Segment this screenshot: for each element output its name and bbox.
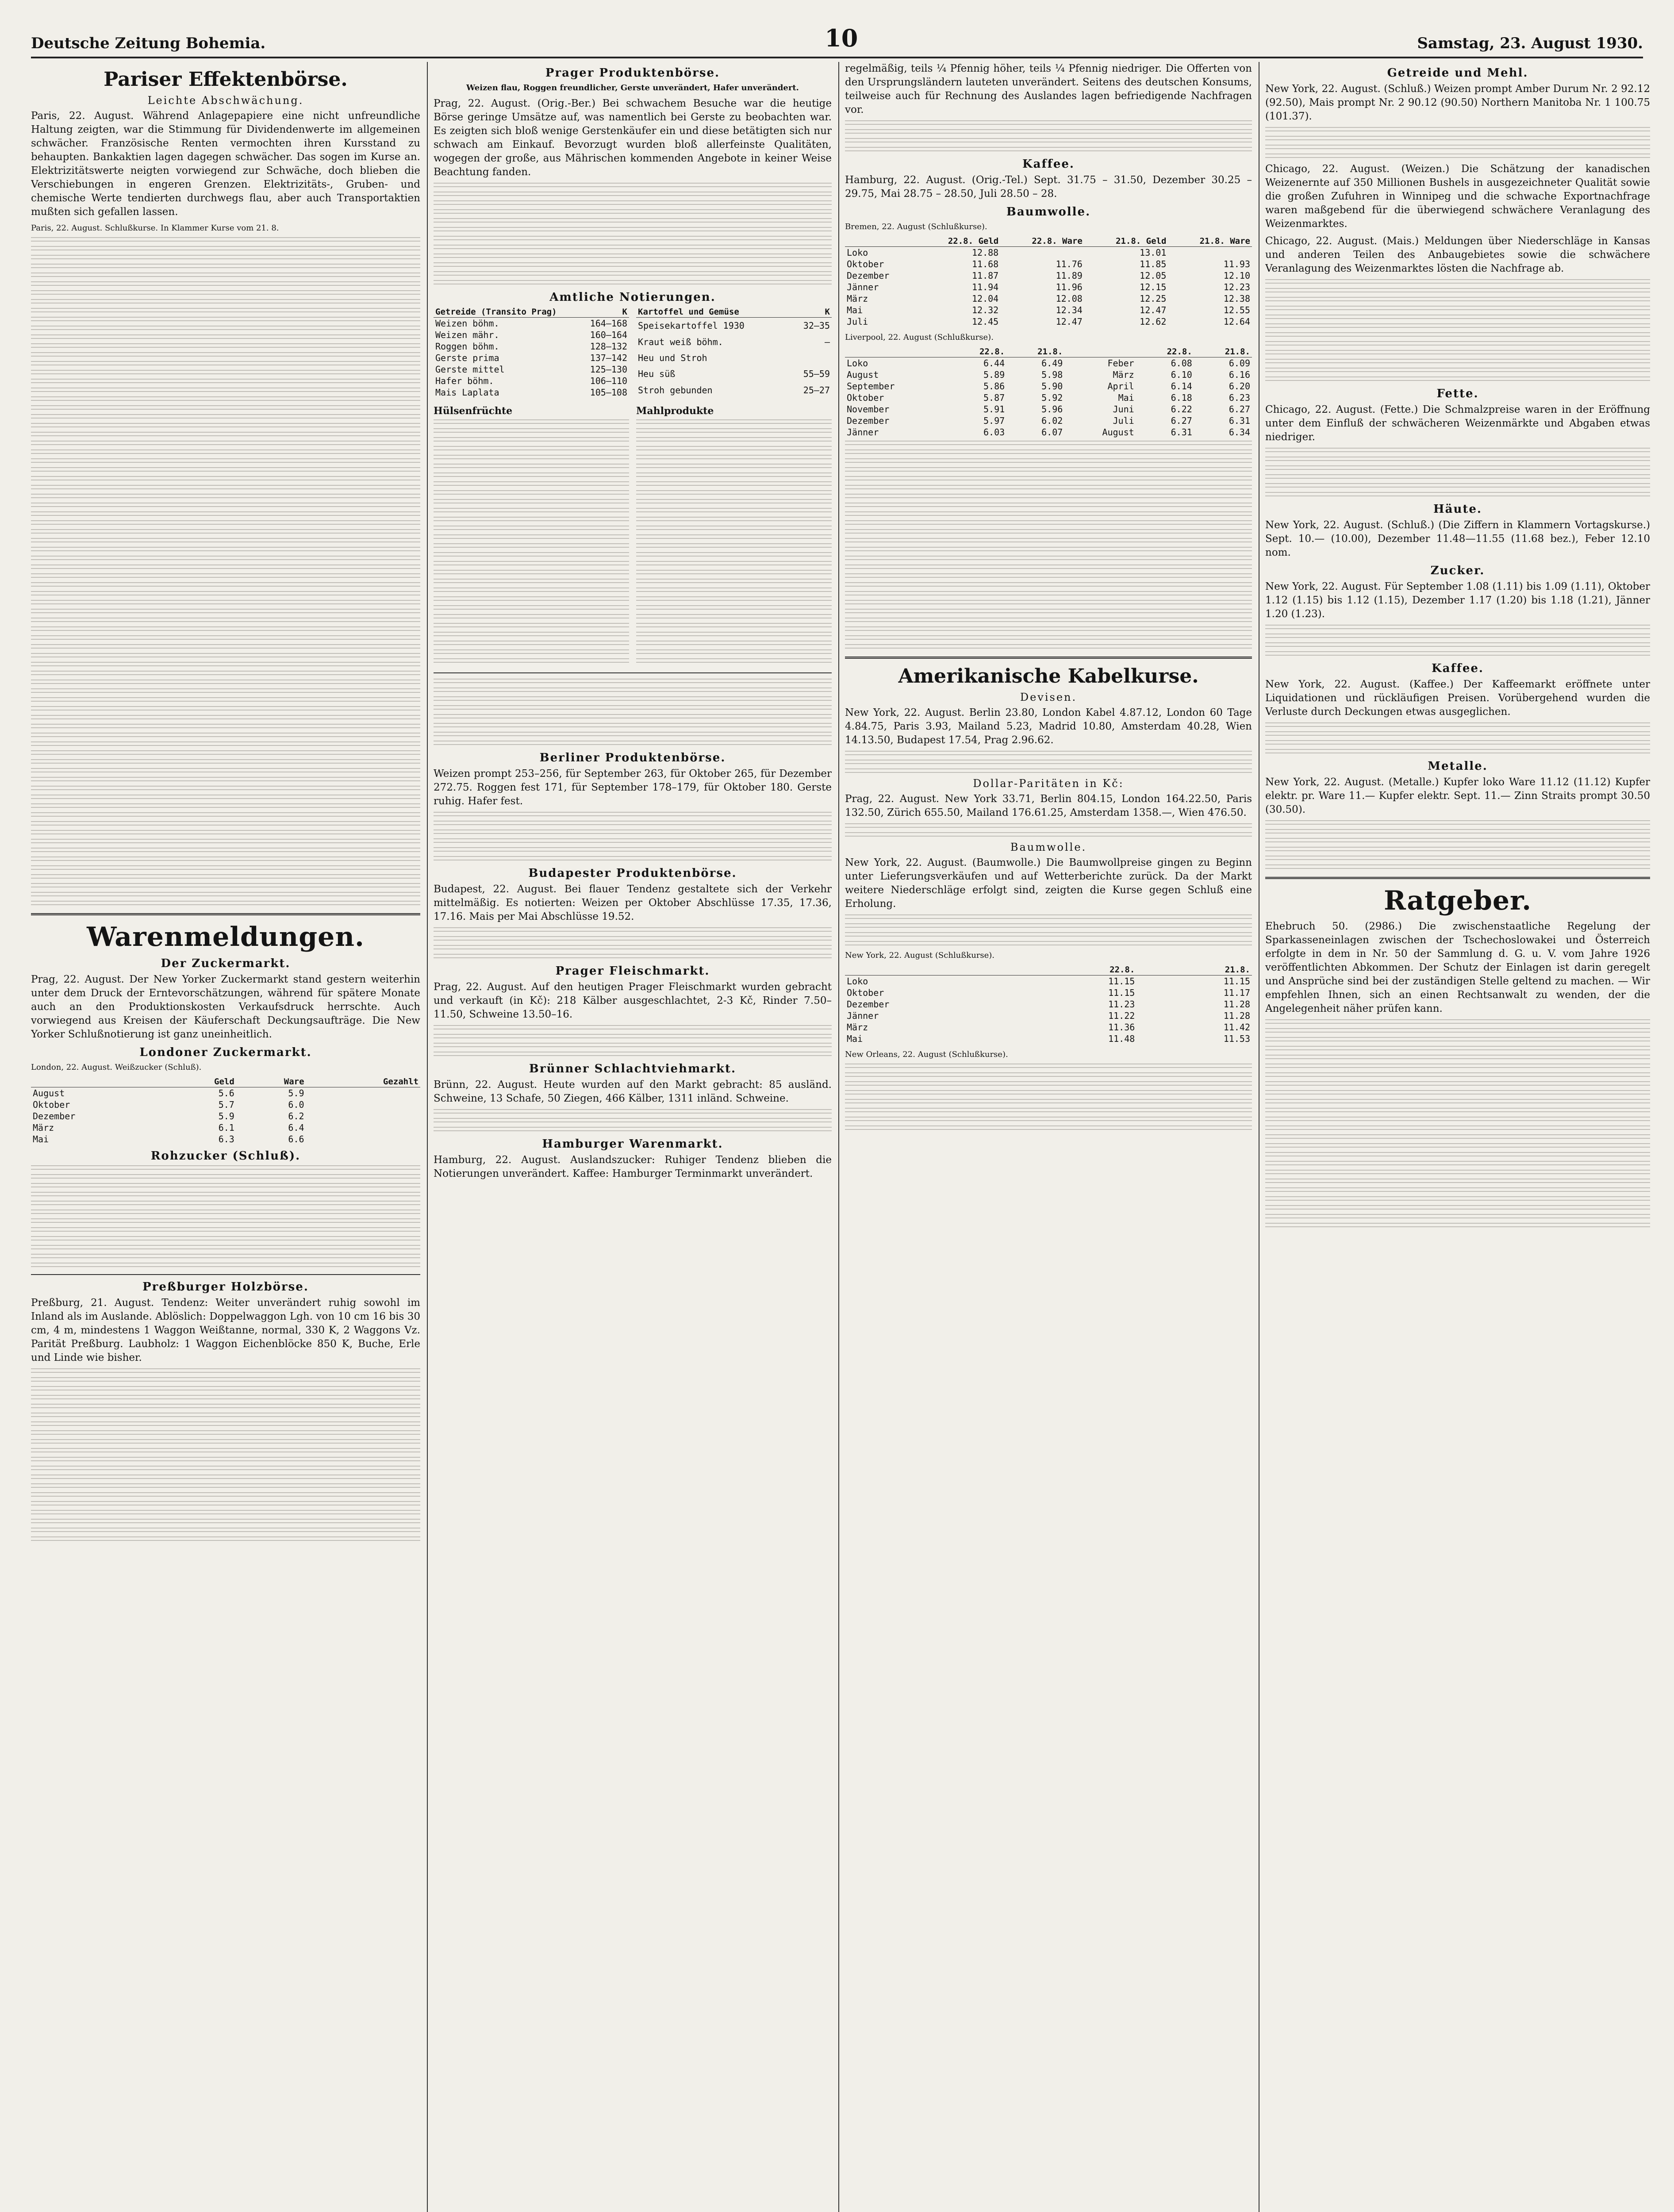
- waren-title: Warenmeldungen.: [87, 922, 365, 952]
- column-1: [31, 62, 420, 2212]
- zucker-body: Prag, 22. August. Der New Yorker Zuckermarkt stand gestern weiterhin unter dem Druck der Erntevorschätzungen, während für spätere Monate auch an den Produktionskosten Verkaufsdruck herrschte. Auch vorwiegend aus Kreisen der Käuferschaft Deckungsaufträge. Die New Yorker Schlußnotierung ist ganz uneinheitlich.: [31, 974, 420, 1040]
- paris-title: Pariser Effektenbörse.: [104, 68, 348, 91]
- berliner-title: Berliner Produktenbörse.: [539, 751, 726, 764]
- baumwolle-title: Baumwolle.: [1006, 205, 1091, 219]
- bw-title: Baumwolle.: [1010, 841, 1087, 853]
- zucker-title: Der Zuckermarkt.: [161, 957, 291, 970]
- london-title: Londoner Zuckermarkt.: [139, 1046, 312, 1059]
- table-row: Jänner 11.94 11.96 12.15 12.23: [847, 282, 1250, 292]
- table-row: September 5.86 5.90 April 6.14 6.20: [847, 381, 1250, 392]
- ratgeber-body: Ehebruch 50. (2986.) Die zwischenstaatliche Regelung der Sparkasseneinlagen zwischen der Tschechoslowakei und Österreich erfolgte in dem in Nr. 50 der Sammlung d. G. u. V. vom Jahre 1926 veröffentlichten Abkommen. Der Schutz der Einlagen ist darin geregelt und Ansprüche sind bei der zuständigen Stelle geltend zu machen. — Wir empfehlen Ihnen, sich an einen Rechtsanwalt zu wenden, der die Angelegenheit näher prüfen kann.: [1265, 921, 1650, 1014]
- paris-body: Paris, 22. August. Während Anlagepapiere eine nicht unfreundliche Haltung zeigten, war die Stimmung für Dividendenwerte im allgemeinen schwächer. Französische Renten vermochten ihren Kursstand zu behaupten. Bankaktien lagen dagegen schwächer. Das sogen im Kurse an. Elektrizitätswerte neigten vorwiegend zur Schwäche, doch blieben die Verschiebungen in engeren Grenzen. Elektrizitäts-, Gruben- und chemische Werte tendierten durchwegs flau, aber auch Transportaktien mußten sich gefallen lassen.: [31, 110, 420, 218]
- paris-quotes-block: [31, 237, 420, 907]
- muehlen-title: Mahlprodukte: [636, 405, 714, 417]
- table-row: Gerste prima 137–142: [435, 353, 627, 363]
- budapest-body: Budapest, 22. August. Bei flauer Tendenz gestaltete sich der Verkehr mittelmäßig. Es notierten: Weizen per Oktober Abschlüsse 17.35, 17.36, 17.16. Mais per Mai Abschlüsse 19.52.: [434, 883, 832, 922]
- table-row: Stroh gebunden 25–27: [638, 384, 830, 396]
- table-row: August 5.6 5.9: [33, 1088, 304, 1098]
- haeute-title: Häute.: [1433, 503, 1482, 516]
- ny-table: 22.8. 21.8. Loko 11.15 11.15 Oktober 11.15 11.17 Dezember 11.23 11.28 Jänner 11.22 11.28 März 11.36 11.42 Mai 11.48 11.53: [845, 964, 1252, 1045]
- fleisch-body: Prag, 22. August. Auf den heutigen Prager Fleischmarkt wurden gebracht und verkauft (in Kč): 218 Kälber ausgeschlachtet, 2-3 Kč, Rinder 7.50–11.50, Schweine 13.50–16.: [434, 981, 832, 1020]
- table-row: Kraut weiß böhm. —: [638, 336, 830, 347]
- column-rule: [427, 62, 428, 2212]
- huelsen-title: Hülsenfrüchte: [434, 405, 513, 417]
- paper-name: Deutsche Zeitung Bohemia.: [31, 35, 266, 52]
- table-row: Roggen böhm. 128–132: [435, 341, 627, 352]
- table-row: Oktober 11.68 11.76 11.85 11.93: [847, 259, 1250, 269]
- ratgeber-title: Ratgeber.: [1383, 885, 1532, 916]
- table-row: Loko 11.15 11.15: [847, 976, 1250, 987]
- prager-subtitle: Weizen flau, Roggen freundlicher, Gerste unverändert, Hafer unverändert.: [466, 83, 799, 92]
- liverpool-sub: Liverpool, 22. August (Schlußkurse).: [845, 333, 994, 342]
- table-row: Mais Laplata 105–108: [435, 387, 627, 398]
- devisen-body: New York, 22. August. Berlin 23.80, London Kabel 4.87.12, London 60 Tage 4.84.75, Paris 3.93, Mailand 5.23, Madrid 10.80, Amsterdam 40.28, Wien 14.13.50, Budapest 17.54, Prag 2.96.62.: [845, 707, 1252, 746]
- table-row: Loko 6.44 6.49 Feber 6.08 6.09: [847, 358, 1250, 369]
- table-header-row: Geld Ware Gezahlt: [31, 1076, 420, 1087]
- column-2: [434, 62, 832, 2212]
- fette-title: Fette.: [1436, 387, 1479, 400]
- budapest-title: Budapester Produktenbörse.: [528, 867, 737, 880]
- chicago-mais: Chicago, 22. August. (Mais.) Meldungen über Niederschläge in Kansas und anderen Teilen des Anbaugebietes sowie die schwächere Veranlagung des Weizenmarktes lösten die Nachfrage ab.: [1265, 235, 1650, 274]
- bremen-table: 22.8. Geld 22.8. Ware 21.8. Geld 21.8. Ware Loko 12.88 13.01 Oktober 11.68 11.76 11.85 11.93 Dezember 11.87 11.89 12.05 12.10 Jänner 11.94 11.96 12.15 12.23 März 12.04 12.08 12.25 12.38 Mai 12.32 12.34 12.47 12.55 Juli 12.45 12.47 12.62 12.64: [845, 236, 1252, 327]
- page-number: 10: [825, 24, 858, 52]
- bruenn-title: Brünner Schlachtviehmarkt.: [529, 1062, 737, 1075]
- table-row: Hafer böhm. 106–110: [435, 376, 627, 386]
- holz-title: Preßburger Holzbörse.: [142, 1280, 309, 1294]
- rohzucker-title: Rohzucker (Schluß).: [150, 1149, 301, 1163]
- metalle-title: Metalle.: [1428, 760, 1488, 773]
- dollar-title: Dollar-Paritäten in Kč:: [973, 777, 1124, 790]
- no-sub: New Orleans, 22. August (Schlußkurse).: [845, 1050, 1008, 1059]
- table-row: Dezember 5.97 6.02 Juli 6.27 6.31: [847, 415, 1250, 426]
- table-row: Heu süß 55–59: [638, 369, 830, 380]
- getreide-table: Getreide (Transito Prag) K Weizen böhm. 164–168 Weizen mähr. 160–164 Roggen böhm. 128–132 Gerste prima 137–142 Gerste mittel 125–130 Hafer böhm. 106–110 Mais Laplata 105–108: [434, 307, 629, 398]
- table-row: August 5.89 5.98 März 6.10 6.16: [847, 369, 1250, 380]
- table-row: November 5.91 5.96 Juni 6.22 6.27: [847, 404, 1250, 415]
- paris-subtitle: Leichte Abschwächung.: [147, 94, 304, 107]
- col3-top-body: regelmäßig, teils ¼ Pfennig höher, teils ¼ Pfennig niedriger. Die Offerten von den Ursprungsländern lauteten unverändert. Seitens des deutschen Konsums, teilweise auch für Rechnung des Auslandes lagen befriedigende Nachfragen vor.: [845, 63, 1252, 115]
- table-row: Oktober 11.15 11.17: [847, 987, 1250, 998]
- table-row: Loko 12.88 13.01: [847, 247, 1167, 258]
- table-row: Oktober 5.7 6.0: [33, 1099, 304, 1110]
- fleisch-title: Prager Fleischmarkt.: [555, 964, 710, 978]
- london-table: [31, 1076, 420, 1145]
- table-row: Dezember 11.87 11.89 12.05 12.10: [847, 270, 1250, 281]
- table-row: Mai 6.3 6.6: [33, 1134, 304, 1144]
- kabel-title: Amerikanische Kabelkurse.: [898, 665, 1199, 687]
- bremen-sub: Bremen, 22. August (Schlußkurse).: [845, 222, 987, 231]
- hamburg-body: Hamburg, 22. August. Auslandszucker: Ruhiger Tendenz blieben die Notierungen unverändert. Kaffee: Hamburger Terminmarkt unverändert.: [434, 1154, 832, 1179]
- getreide-body: New York, 22. August. (Schluß.) Weizen prompt Amber Durum Nr. 2 92.12 (92.50), Mais prompt Nr. 2 90.12 (90.50) Northern Manitoba Nr. 1 100.75 (101.37).: [1265, 83, 1650, 122]
- berliner-body: Weizen prompt 253–256, für September 263, für Oktober 265, für Dezember 272.75. Roggen fest 171, für September 178–179, für Oktober 180. Gerste ruhig. Hafer fest.: [434, 768, 832, 807]
- table-row: Juli 12.45 12.47 12.62 12.64: [847, 316, 1250, 327]
- zucker4-body: New York, 22. August. Für September 1.08 (1.11) bis 1.09 (1.11), Oktober 1.12 (1.15) bis 1.12 (1.15), Dezember 1.17 (1.20) bis 1.18 (1.21), Jänner 1.20 (1.23).: [1265, 581, 1650, 620]
- prager-body: Prag, 22. August. (Orig.-Ber.) Bei schwachem Besuche war die heutige Börse geringe Umsätze auf, was namentlich bei Gerste zu beobachten war. Es zeigten sich bloß wenige Gerstenkäufer ein und diese betätigten sich nur schwach am Einkauf. Bevorzugt wurden bloß allerfeinste Qualitäten, wogegen der große, aus Mährischen kommenden Angebote in keiner Weise Beachtung fanden.: [434, 98, 832, 178]
- table-row: März 6.1 6.4: [33, 1122, 304, 1133]
- table-row: Speisekartoffel 1930 32–35: [638, 320, 830, 331]
- hamburg-title: Hamburger Warenmarkt.: [542, 1137, 723, 1151]
- chicago-body: Chicago, 22. August. (Weizen.) Die Schätzung der kanadischen Weizenernte auf 350 Millionen Bushels in ausgezeichneter Qualität sowie die großen Zufuhren in Winnipeg und die schwache Exportnachfrage waren maßgebend für die überwiegend schwächere Veranlagung des Weizenmarktes.: [1265, 163, 1650, 230]
- table-row: Jänner 6.03 6.07 August 6.31 6.34: [847, 427, 1250, 438]
- table-row: Dezember 11.23 11.28: [847, 999, 1250, 1010]
- amtlich-title: Amtliche Notierungen.: [549, 291, 716, 304]
- metalle-body: New York, 22. August. (Metalle.) Kupfer loko Ware 11.12 (11.12) Kupfer elektr. pr. Ware 11.— Kupfer elektr. Sept. 11.— Zinn Straits prompt 30.50 (30.50).: [1265, 776, 1650, 815]
- column-4: [1265, 62, 1650, 2212]
- paris-quotes-intro: Paris, 22. August. Schlußkurse. In Klammer Kurse vom 21. 8.: [31, 223, 279, 233]
- table-row: Gerste mittel 125–130: [435, 364, 627, 375]
- table-row: März 11.36 11.42: [847, 1022, 1250, 1033]
- table-row: Heu und Stroh: [638, 353, 707, 364]
- table-row: Mai 12.32 12.34 12.47 12.55: [847, 305, 1250, 315]
- zucker4-title: Zucker.: [1430, 564, 1485, 577]
- amtlich-tables: [434, 307, 832, 398]
- prager-title: Prager Produktenbörse.: [545, 66, 720, 80]
- bw-body: New York, 22. August. (Baumwolle.) Die Baumwollpreise gingen zu Beginn unter Lieferungsverkäufen und auf Wetterberichte zurück. Da der Markt weitere Niederschläge erfolgt sind, zeigten die Kurse gegen Schluß eine Erholung.: [845, 857, 1252, 910]
- table-row: Dezember 5.9 6.2: [33, 1111, 304, 1121]
- dollar-body: Prag, 22. August. New York 33.71, Berlin 804.15, London 164.22.50, Paris 132.50, Zürich 655.50, Mailand 176.61.25, Amsterdam 1358.—, Wien 476.50.: [845, 793, 1252, 818]
- kaffee4-title: Kaffee.: [1432, 662, 1484, 675]
- bruenn-body: Brünn, 22. August. Heute wurden auf den Markt gebracht: 85 ausländ. Schweine, 13 Schafe, 50 Ziegen, 466 Kälber, 1311 inländ. Schweine.: [434, 1079, 832, 1104]
- liverpool-table: 22.8. 21.8. 22.8. 21.8. Loko 6.44 6.49 Feber 6.08 6.09 August 5.89 5.98 März 6.10 6.16 September 5.86 5.90 April 6.14 6.20 Oktober 5.87 5.92 Mai 6.18 6.23 November 5.91 5.96 Juni 6.22 6.27 Dezember 5.97 6.02 Juli 6.27 6.31 Jänner 6.03 6.07 August 6.31 6.34: [845, 346, 1252, 438]
- kartoffel-table: Kartoffel und Gemüse K Speisekartoffel 1930 32–35 Kraut weiß böhm. — Heu und Stroh Heu süß 55–59 Stroh gebunden 25–27: [636, 307, 832, 398]
- table-row: Oktober 5.87 5.92 Mai 6.18 6.23: [847, 392, 1250, 403]
- kaffee-body: Hamburg, 22. August. (Orig.-Tel.) Sept. 31.75 – 31.50, Dezember 30.25 – 29.75, Mai 28.75 – 28.50, Juli 28.50 – 28.: [845, 174, 1252, 200]
- running-head: [31, 17, 1643, 58]
- column-rule: [838, 62, 839, 2212]
- issue-date: Samstag, 23. August 1930.: [1417, 35, 1643, 52]
- london-sub: London, 22. August. Weißzucker (Schluß).: [31, 1063, 202, 1072]
- haeute-body: New York, 22. August. (Schluß.) (Die Ziffern in Klammern Vortagskurse.) Sept. 10.— (10.00), Dezember 11.48—11.55 (11.68 bez.), Feber 12.10 nom.: [1265, 519, 1650, 558]
- kaffee4-body: New York, 22. August. (Kaffee.) Der Kaffeemarkt eröffnete unter Liquidationen und rückläufigen Preisen. Vorübergehend wurden die Verluste durch Deckungen etwas ausgeglichen.: [1265, 679, 1650, 718]
- table-row: Weizen böhm. 164–168: [435, 318, 627, 329]
- table-row: Mai 11.48 11.53: [847, 1033, 1250, 1044]
- table-row: Weizen mähr. 160–164: [435, 330, 627, 340]
- table-row: März 12.04 12.08 12.25 12.38: [847, 293, 1250, 304]
- table-row: Jänner 11.22 11.28: [847, 1010, 1250, 1021]
- ny-sub: New York, 22. August (Schlußkurse).: [845, 951, 995, 960]
- getreide-title: Getreide und Mehl.: [1387, 66, 1528, 80]
- kaffee-title: Kaffee.: [1022, 157, 1075, 171]
- devisen-title: Devisen.: [1020, 691, 1077, 703]
- holz-body: Preßburg, 21. August. Tendenz: Weiter unverändert ruhig sowohl im Inland als im Auslande. Ablöslich: Doppelwaggon Lgh. von 10 cm 16 bis 30 cm, 4 m, mindestens 1 Waggon Weißtanne, normal, 330 K, 2 Waggons Vz. Parität Preßburg. Laubholz: 1 Waggon Eichenblöcke 850 K, Buche, Erle und Linde wie bisher.: [31, 1297, 420, 1363]
- column-3: [845, 62, 1252, 2212]
- fette-body: Chicago, 22. August. (Fette.) Die Schmalzpreise waren in der Eröffnung unter dem Einfluß der schwächeren Weizenmärkte und Abgaben etwas niedriger.: [1265, 404, 1650, 443]
